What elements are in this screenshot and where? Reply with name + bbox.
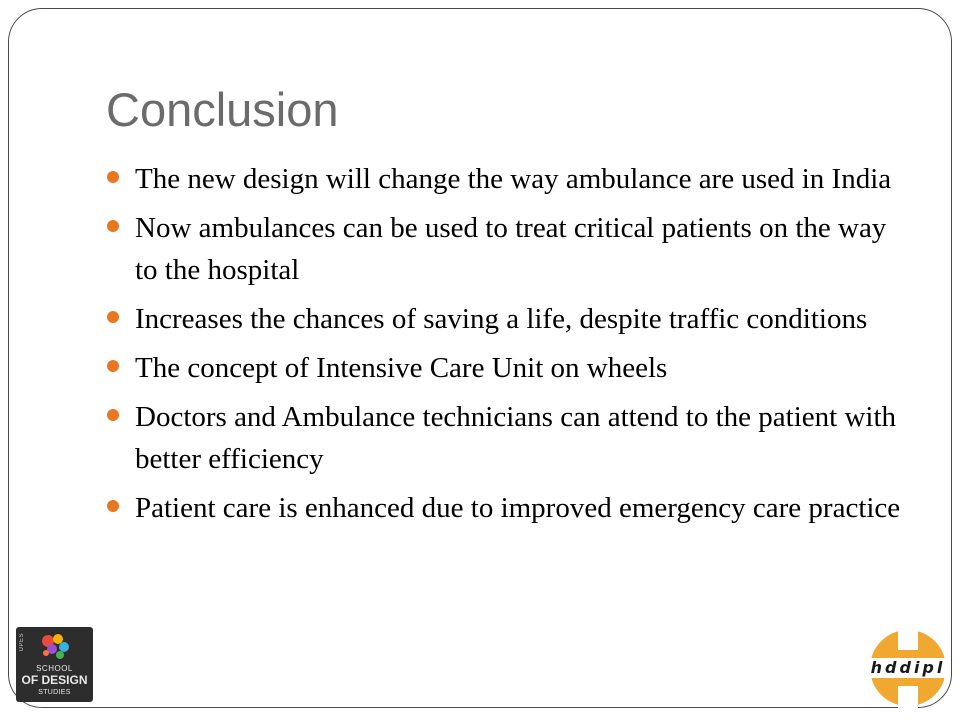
- bullet-list: [106, 158, 906, 536]
- upes-label: UPES: [19, 633, 25, 652]
- bullet-item: [106, 158, 906, 200]
- school-line-2: OF DESIGN: [21, 673, 88, 687]
- bullet-text: The concept of Intensive Care Unit on wheels: [135, 352, 668, 384]
- school-logo-mark-icon: [16, 627, 93, 667]
- hddipl-logo: [866, 628, 950, 708]
- bullet-item: [106, 207, 906, 291]
- bullet-dot-icon: [107, 360, 119, 372]
- bullet-text: Doctors and Ambulance technicians can attend to the patient with better efficiency: [135, 401, 897, 475]
- school-line-3: STUDIES: [38, 689, 71, 696]
- bullet-text: Patient care is enhanced due to improved emergency care practice: [135, 492, 901, 524]
- bullet-item: [106, 396, 906, 480]
- bullet-dot-icon: [107, 171, 119, 183]
- school-of-design-logo: [16, 627, 93, 702]
- bullet-text: The new design will change the way ambulance are used in India: [135, 163, 892, 195]
- bullet-dot-icon: [107, 409, 119, 421]
- bullet-text: Increases the chances of saving a life, despite traffic conditions: [135, 303, 868, 335]
- bullet-item: [106, 298, 906, 340]
- bullet-item: [106, 347, 906, 389]
- slide-title: Conclusion: [106, 83, 339, 136]
- bullet-dot-icon: [107, 220, 119, 232]
- hddipl-wordmark: hddipl: [866, 658, 950, 678]
- bullet-item: [106, 487, 906, 529]
- bullet-text: Now ambulances can be used to treat critical patients on the way to the hospital: [135, 212, 887, 286]
- bullet-dot-icon: [107, 500, 119, 512]
- school-line-1: SCHOOL: [36, 664, 73, 673]
- bullet-dot-icon: [107, 311, 119, 323]
